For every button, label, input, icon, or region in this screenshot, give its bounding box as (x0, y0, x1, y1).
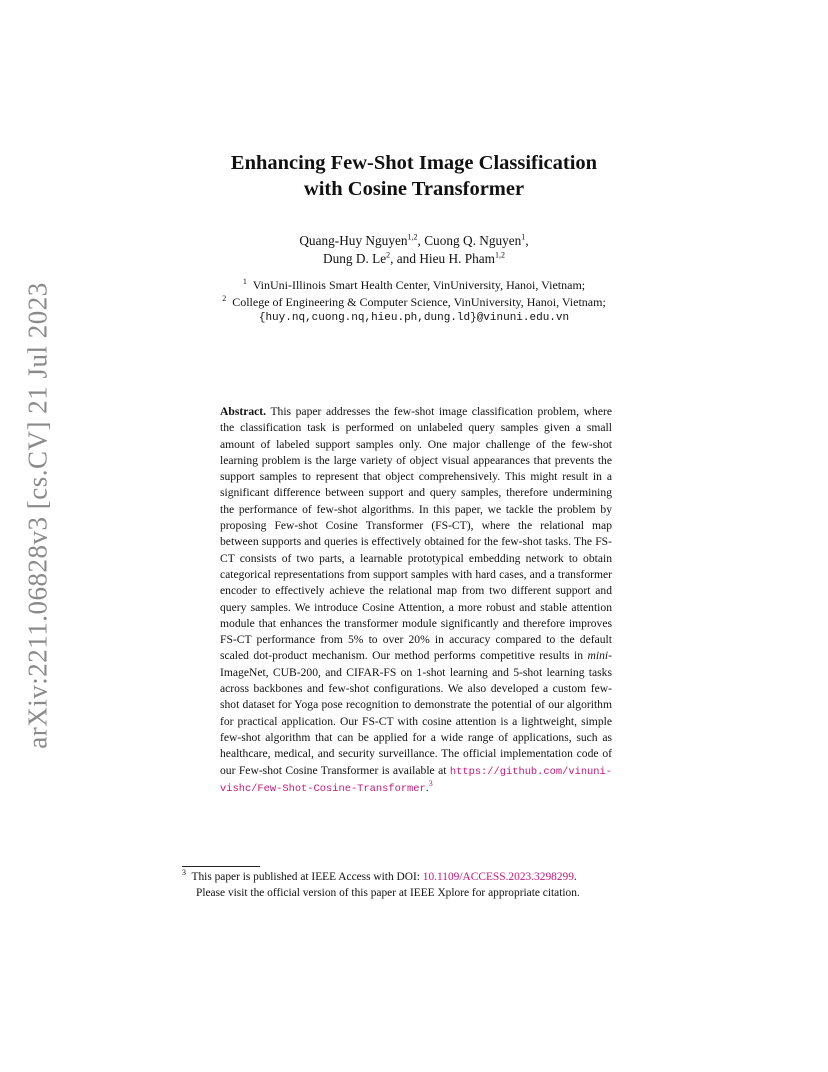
title-line-1: Enhancing Few-Shot Image Classification (230, 152, 598, 174)
affiliations (0, 277, 828, 327)
footnote-line-2: Please visit the official version of this paper at IEEE Xplore for appropriate citation. (196, 886, 580, 899)
code-repository-link[interactable]: https://github.com/vinuni-vishc/Few-Shot-Cosine-Transformer (220, 765, 612, 795)
author-name: Cuong Q. Nguyen (424, 233, 522, 248)
affiliation-mark: 1 (242, 277, 247, 286)
title-line-2: with Cosine Transformer (303, 178, 525, 200)
author-list (0, 232, 828, 268)
doi-link[interactable]: 10.1109/ACCESS.2023.3298299 (422, 871, 574, 883)
author-line-2: Dung D. Le$^2$, and Hieu H. Pham$^{1,2}$ (322, 250, 506, 266)
footnote-mark: 3 (182, 868, 186, 878)
author-affil-mark: 2 (386, 250, 391, 260)
abstract-heading: Abstract. (220, 405, 267, 418)
abstract-italic-mini: mini (587, 649, 609, 663)
author-emails: {huy.nq,cuong.nq,hieu.ph,dung.ld}@vinuni.edu.vn (258, 312, 570, 324)
affiliation-mark: 2 (222, 293, 227, 303)
arxiv-stamp (18, 281, 58, 749)
affiliation-2 (0, 294, 828, 311)
author-line-1: Quang-Huy Nguyen$^{1,2}$, Cuong Q. Nguyen$^1$, (299, 232, 529, 248)
abstract-text-1: This paper addresses the few-shot image classification problem, where the classification task is performed on unlabeled query samples given a small amount of labeled support samples only. One major challenge of the few-shot learning problem is the large variety of object visual appearances that prevents the support samples to represent that object comprehensively. This might result in a significant difference between support and query samples, therefore undermining the performance of few-shot algorithms. In this paper, we tackle the problem by proposing Few-shot Cosine Transformer (FS-CT), where the relational map between supports and queries is effectively obtained for the few-shot tasks. The FS-CT consists of two parts, a learnable prototypical embedding network to obtain categorical representations from support samples with hard cases, and a transformer encoder to effectively achieve the relational map from two different support and query samples. We introduce Cosine Attention, a more robust and stable attention module that enhances the transformer module significantly and therefore improves FS-CT performance from 5% to over 20% in accuracy compared to the default scaled dot-product mechanism. Our method performs competitive results in (220, 405, 612, 663)
author-affil-mark: 1 (521, 232, 526, 242)
footnote-divider (182, 866, 260, 867)
arxiv-identifier: arXiv:2211.06828v3 [cs.CV] 21 Jul 2023 (22, 281, 53, 749)
author-name: Hieu H. Pham (419, 251, 496, 266)
footnote-line-1 (182, 870, 652, 886)
affiliation-1 (0, 277, 828, 294)
author-name: Quang-Huy Nguyen (299, 233, 408, 248)
author-affil-mark: 1,2 (407, 232, 418, 242)
footnote-text: This paper is published at IEEE Access with DOI: (191, 871, 420, 883)
abstract-end-period: . (425, 780, 429, 794)
paper-title (0, 150, 828, 202)
footnote-period: . (573, 871, 577, 883)
footnote (182, 870, 652, 901)
author-name: Dung D. Le (322, 251, 387, 266)
affiliation-text: College of Engineering & Computer Science, VinUniversity, Hanoi, Vietnam; (232, 294, 606, 309)
affiliation-text: VinUni-Illinois Smart Health Center, VinUniversity, Hanoi, Vietnam; (252, 278, 586, 292)
footnote-reference-link[interactable]: 3 (428, 778, 433, 788)
abstract-text-2: -ImageNet, CUB-200, and CIFAR-FS on 1-shot learning and 5-shot learning tasks across backbones and few-shot configurations. We also developed a custom few-shot dataset for Yoga pose recognition to demonstrate the potential of our algorithm for practical application. Our FS-CT with cosine attention is a lightweight, simple few-shot algorithm that can be applied for a wide range of applications, such as healthcare, medical, and security surveillance. The official implementation code of our Few-shot Cosine Transformer is available at (220, 649, 612, 777)
author-and: and (396, 251, 416, 266)
author-affil-mark: 1,2 (495, 250, 506, 260)
abstract (220, 404, 612, 797)
